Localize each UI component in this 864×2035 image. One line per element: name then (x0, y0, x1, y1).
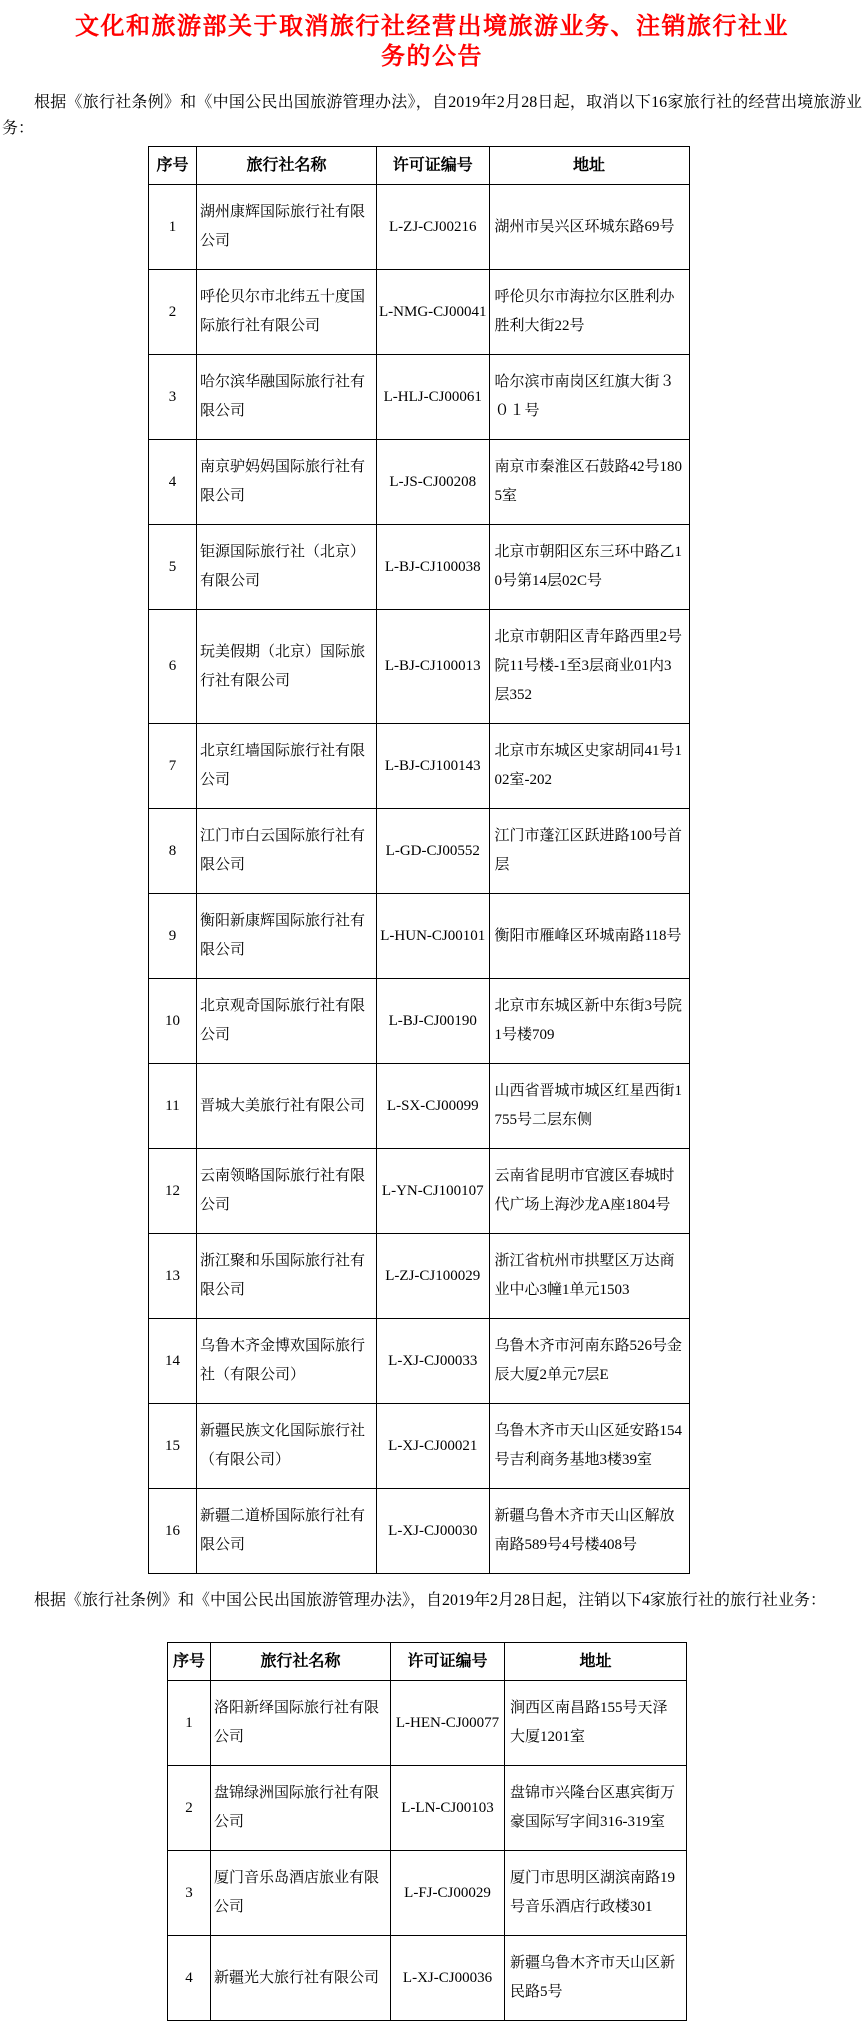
license-number: L-SX-CJ00099 (377, 1064, 490, 1149)
row-index: 16 (149, 1489, 197, 1574)
agency-name-header: 旅行社名称 (197, 147, 377, 185)
license-number: L-BJ-CJ100013 (377, 610, 490, 724)
agency-name-header: 旅行社名称 (211, 1643, 391, 1681)
license-number: L-XJ-CJ00033 (377, 1319, 490, 1404)
agency-name: 新疆光大旅行社有限公司 (211, 1936, 391, 2021)
address: 厦门市思明区湖滨南路19号音乐酒店行政楼301 (505, 1851, 687, 1936)
address: 盘锦市兴隆台区惠宾街万豪国际写字间316-319室 (505, 1766, 687, 1851)
row-index: 7 (149, 724, 197, 809)
announcement-title: 文化和旅游部关于取消旅行社经营出境旅游业务、注销旅行社业务的公告 (75, 13, 789, 70)
license-number: L-FJ-CJ00029 (391, 1851, 505, 1936)
row-index: 10 (149, 979, 197, 1064)
address: 南京市秦淮区石鼓路42号1805室 (489, 440, 689, 525)
table-row (149, 1149, 690, 1234)
address: 乌鲁木齐市天山区延安路154号吉利商务基地3楼39室 (489, 1404, 689, 1489)
row-index: 3 (149, 355, 197, 440)
agency-name: 新疆二道桥国际旅行社有限公司 (197, 1489, 377, 1574)
agency-name: 南京驴妈妈国际旅行社有限公司 (197, 440, 377, 525)
license-number: L-LN-CJ00103 (391, 1766, 505, 1851)
license-number-header: 许可证编号 (377, 147, 490, 185)
table-row (149, 894, 690, 979)
agency-name: 江门市白云国际旅行社有限公司 (197, 809, 377, 894)
agency-name: 北京红墙国际旅行社有限公司 (197, 724, 377, 809)
license-number: L-XJ-CJ00036 (391, 1936, 505, 2021)
table-row (149, 1234, 690, 1319)
table-row (149, 724, 690, 809)
agency-name: 衡阳新康辉国际旅行社有限公司 (197, 894, 377, 979)
license-number: L-BJ-CJ100143 (377, 724, 490, 809)
address: 衡阳市雁峰区环城南路118号 (489, 894, 689, 979)
table-row (149, 355, 690, 440)
table-row (149, 185, 690, 270)
agency-name: 玩美假期（北京）国际旅行社有限公司 (197, 610, 377, 724)
license-number: L-BJ-CJ100038 (377, 525, 490, 610)
license-number: L-ZJ-CJ100029 (377, 1234, 490, 1319)
table-row (149, 809, 690, 894)
agency-name: 哈尔滨华融国际旅行社有限公司 (197, 355, 377, 440)
agency-name: 北京观奇国际旅行社有限公司 (197, 979, 377, 1064)
license-number: L-NMG-CJ00041 (377, 270, 490, 355)
license-number: L-HEN-CJ00077 (391, 1681, 505, 1766)
address: 新疆乌鲁木齐市天山区新民路5号 (505, 1936, 687, 2021)
row-index-header: 序号 (168, 1643, 211, 1681)
table-row (149, 525, 690, 610)
agency-name: 钜源国际旅行社（北京）有限公司 (197, 525, 377, 610)
intro-paragraph-deregister: 根据《旅行社条例》和《中国公民出国旅游管理办法》，自2019年2月28日起，注销以下4家旅行社的旅行社业务： (34, 1592, 827, 1609)
table-row (149, 440, 690, 525)
table-row (168, 1936, 687, 2021)
row-index: 1 (149, 185, 197, 270)
address: 乌鲁木齐市河南东路526号金辰大厦2单元7层E (489, 1319, 689, 1404)
license-number: L-JS-CJ00208 (377, 440, 490, 525)
deregistered-agencies-table (167, 1642, 687, 2021)
table-row (149, 270, 690, 355)
address: 北京市朝阳区青年路西里2号院11号楼-1至3层商业01内3层352 (489, 610, 689, 724)
agency-name: 新疆民族文化国际旅行社（有限公司） (197, 1404, 377, 1489)
row-index: 6 (149, 610, 197, 724)
table-row (168, 1681, 687, 1766)
address: 新疆乌鲁木齐市天山区解放南路589号4号楼408号 (489, 1489, 689, 1574)
table-row (149, 1404, 690, 1489)
address: 湖州市吴兴区环城东路69号 (489, 185, 689, 270)
table-header-row (168, 1643, 687, 1681)
table-header-row (149, 147, 690, 185)
address: 哈尔滨市南岗区红旗大街３０１号 (489, 355, 689, 440)
license-number: L-YN-CJ100107 (377, 1149, 490, 1234)
address: 北京市朝阳区东三环中路乙10号第14层02C号 (489, 525, 689, 610)
agency-name: 盘锦绿洲国际旅行社有限公司 (211, 1766, 391, 1851)
agency-name: 云南领略国际旅行社有限公司 (197, 1149, 377, 1234)
table-row (149, 1489, 690, 1574)
row-index: 4 (168, 1936, 211, 2021)
table-row (149, 610, 690, 724)
address: 呼伦贝尔市海拉尔区胜利办胜利大街22号 (489, 270, 689, 355)
row-index: 2 (168, 1766, 211, 1851)
license-number: L-HLJ-CJ00061 (377, 355, 490, 440)
row-index-header: 序号 (149, 147, 197, 185)
table-row (149, 1319, 690, 1404)
license-number: L-HUN-CJ00101 (377, 894, 490, 979)
address: 云南省昆明市官渡区春城时代广场上海沙龙A座1804号 (489, 1149, 689, 1234)
row-index: 5 (149, 525, 197, 610)
address: 江门市蓬江区跃进路100号首层 (489, 809, 689, 894)
row-index: 8 (149, 809, 197, 894)
license-number: L-XJ-CJ00030 (377, 1489, 490, 1574)
table-row (149, 979, 690, 1064)
address: 浙江省杭州市拱墅区万达商业中心3幢1单元1503 (489, 1234, 689, 1319)
agency-name: 呼伦贝尔市北纬五十度国际旅行社有限公司 (197, 270, 377, 355)
license-number: L-BJ-CJ00190 (377, 979, 490, 1064)
row-index: 3 (168, 1851, 211, 1936)
row-index: 12 (149, 1149, 197, 1234)
cancelled-outbound-business-table (148, 146, 690, 1574)
table-row (149, 1064, 690, 1149)
row-index: 1 (168, 1681, 211, 1766)
address: 北京市东城区史家胡同41号102室-202 (489, 724, 689, 809)
agency-name: 浙江聚和乐国际旅行社有限公司 (197, 1234, 377, 1319)
agency-name: 厦门音乐岛酒店旅业有限公司 (211, 1851, 391, 1936)
address-header: 地址 (489, 147, 689, 185)
address: 山西省晋城市城区红星西街1755号二层东侧 (489, 1064, 689, 1149)
row-index: 2 (149, 270, 197, 355)
row-index: 4 (149, 440, 197, 525)
license-number: L-GD-CJ00552 (377, 809, 490, 894)
address: 北京市东城区新中东街3号院1号楼709 (489, 979, 689, 1064)
agency-name: 晋城大美旅行社有限公司 (197, 1064, 377, 1149)
license-number-header: 许可证编号 (391, 1643, 505, 1681)
license-number: L-ZJ-CJ00216 (377, 185, 490, 270)
agency-name: 洛阳新绎国际旅行社有限公司 (211, 1681, 391, 1766)
agency-name: 乌鲁木齐金博欢国际旅行社（有限公司） (197, 1319, 377, 1404)
row-index: 11 (149, 1064, 197, 1149)
row-index: 13 (149, 1234, 197, 1319)
row-index: 15 (149, 1404, 197, 1489)
row-index: 14 (149, 1319, 197, 1404)
row-index: 9 (149, 894, 197, 979)
table-row (168, 1851, 687, 1936)
agency-name: 湖州康辉国际旅行社有限公司 (197, 185, 377, 270)
table-row (168, 1766, 687, 1851)
address: 涧西区南昌路155号天泽大厦1201室 (505, 1681, 687, 1766)
intro-paragraph-cancel: 根据《旅行社条例》和《中国公民出国旅游管理办法》，自2019年2月28日起，取消以下16家旅行社的经营出境旅游业务： (2, 94, 862, 137)
address-header: 地址 (505, 1643, 687, 1681)
license-number: L-XJ-CJ00021 (377, 1404, 490, 1489)
